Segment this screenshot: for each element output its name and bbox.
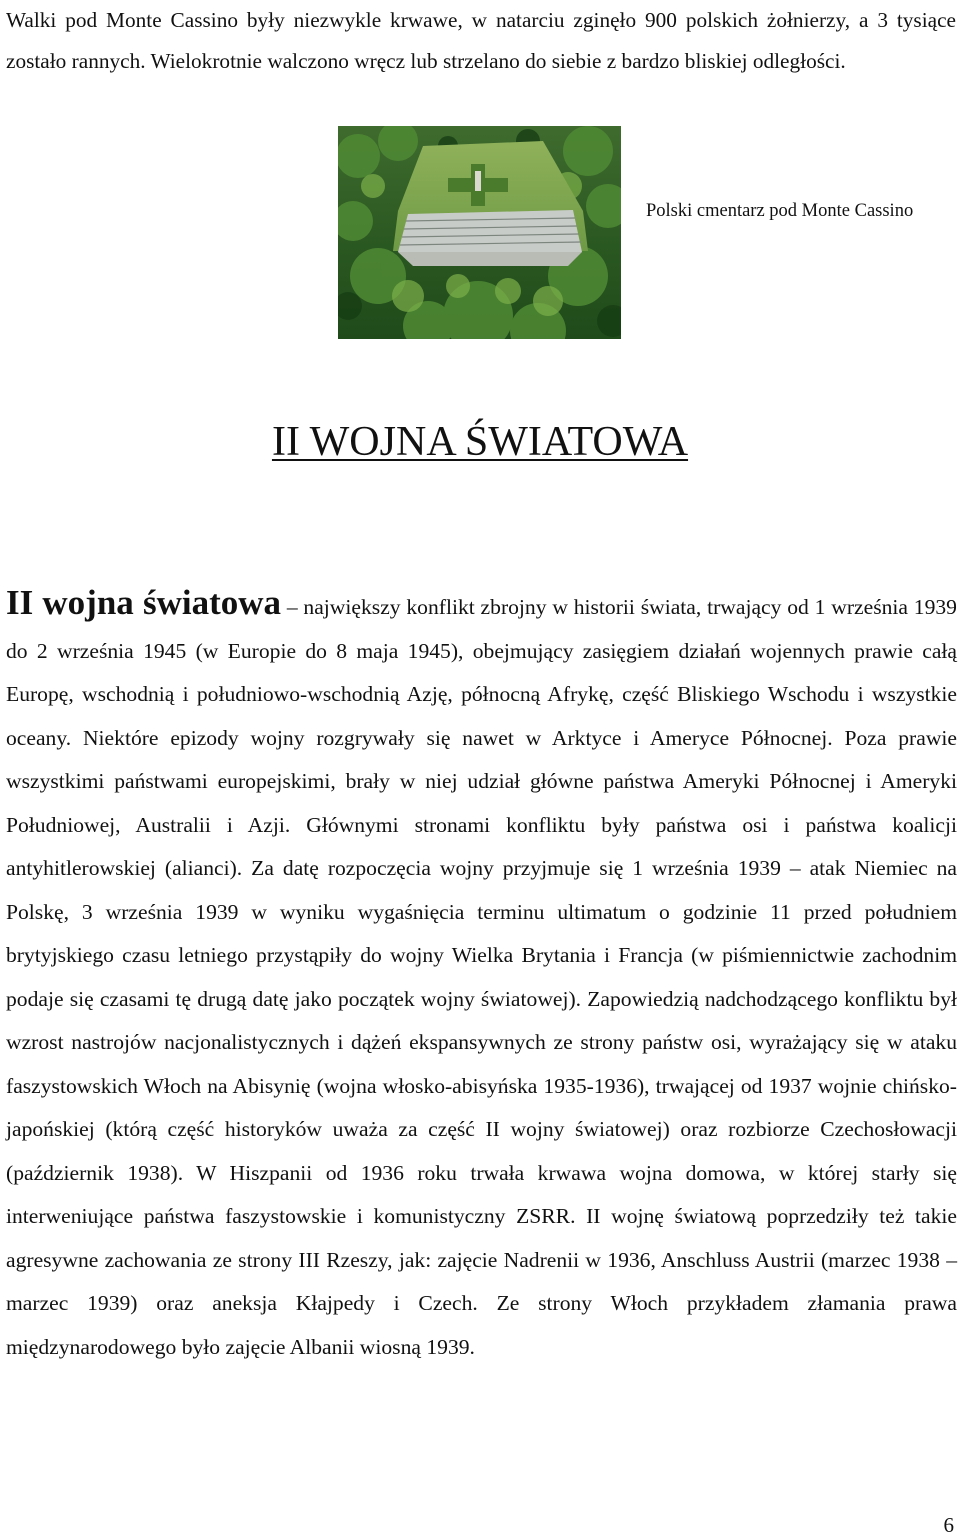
- intro-paragraph: Walki pod Monte Cassino były niezwykle krwawe, w natarciu zginęło 900 polskich żołnierzy, a 3 tysiące zostało rannych. Wielokrotnie walczono wręcz lub strzelano do siebie z bardzo bliskiej odległości.: [6, 8, 956, 73]
- article-paragraph: [6, 585, 957, 1369]
- article-text: – największy konflikt zbrojny w historii świata, trwający od 1 września 1939 do 2 września 1945 (w Europie do 8 maja 1945), obejmujący zasięgiem działań wojennych prawie całą Europę, wschodnią i południowo-wschodnią Azję, północną Afrykę, część Bliskiego Wschodu i wszystkie oceany. Niektóre epizody wojny rozgrywały się nawet w Arktyce i Ameryce Północnej. Poza prawie wszystkimi państwami europejskimi, brały w niej udział główne państwa Ameryki Północnej i Ameryki Południowej, Australii i Azji. Głównymi stronami konfliktu były państwa osi i państwa koalicji antyhitlerowskiej (alianci). Za datę rozpoczęcia wojny przyjmuje się 1 września 1939 – atak Niemiec na Polskę, 3 września 1939 w wyniku wygaśnięcia terminu ultimatum o godzinie 11 przed południem brytyjskiego czasu letniego przystąpiły do wojny Wielka Brytania i Francja (w piśmiennictwie zachodnim podaje się czasami tę drugą datę jako początek wojny światowej). Zapowiedzią nadchodzącego konfliktu był wzrost nastrojów nacjonalistycznych i dążeń ekspansywnych ze strony państw osi, wyrażający się w ataku faszystowskich Włoch na Abisynię (wojna włosko-abisyńska 1935-1936), trwającej od 1937 wojnie chińsko-japońskiej (którą część historyków uważa za część II wojny światowej) oraz rozbiorze Czechosłowacji (październik 1938). W Hiszpanii od 1936 roku trwała krwawa wojna domowa, w której starły się interweniujące państwa faszystowskie i komunistyczny ZSRR. II wojnę światową poprzedziły też takie agresywne zachowania ze strony III Rzeszy, jak: zajęcie Nadrenii w 1936, Anschluss Austrii (marzec 1938 – marzec 1939) oraz aneksja Kłajpedy i Czech. Ze strony Włoch przykładem złamania prawa międzynarodowego było zajęcie Albanii wiosną 1939.: [6, 595, 957, 1359]
- article-term: II wojna światowa: [6, 583, 282, 622]
- cemetery-photo: [338, 126, 621, 339]
- page-number: 6: [943, 1513, 954, 1537]
- photo-caption: Polski cmentarz pod Monte Cassino: [646, 201, 914, 221]
- page-title: II WOJNA ŚWIATOWA: [271, 419, 689, 465]
